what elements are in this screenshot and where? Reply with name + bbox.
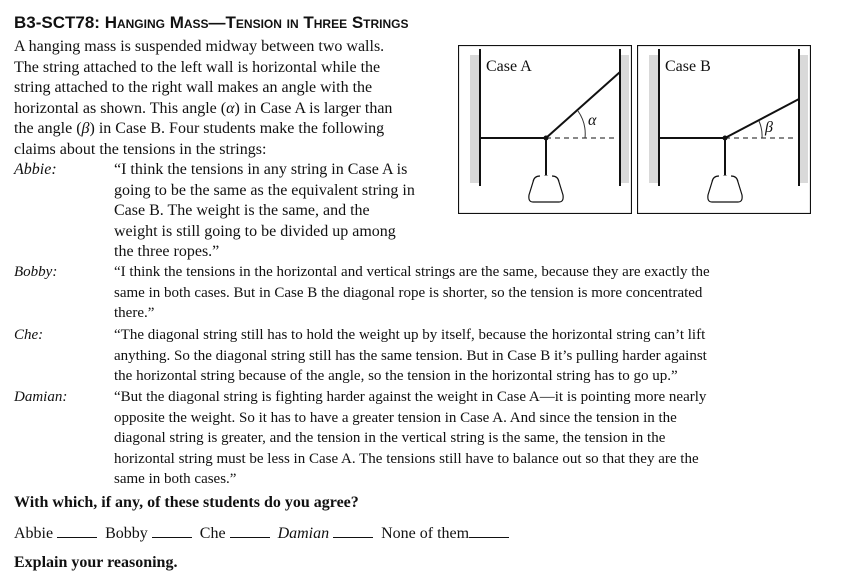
alpha-label: α [588,112,597,129]
right-wall [799,55,808,183]
intro-text: ) in Case B. Four students make the following [89,120,385,137]
case-b-diagram [637,45,811,214]
beta-symbol: β [81,120,90,137]
case-a-diagram [458,45,632,214]
student-name: Damian: [14,389,68,405]
left-wall [470,55,479,183]
answer-blank[interactable] [333,523,373,538]
claim-line: anything. So the diagonal string still has the same tension. But in Case B it’s pulling harder against [114,347,707,364]
option-damian[interactable]: Damian [277,525,330,542]
intro-line [14,119,444,140]
claim-line: same in both cases.” [114,471,237,487]
left-wall [649,55,658,183]
hanging-mass-icon [708,176,742,202]
answer-blank[interactable] [152,523,192,538]
claim-text [114,387,854,490]
intro-line: A hanging mass is suspended midway between two walls. [14,38,385,55]
claim-line: Case B. The weight is the same, and the [114,202,370,219]
right-wall [620,55,629,183]
case-b-label: Case B [665,58,711,75]
intro-line: string attached to the right wall makes an angle with the [14,79,373,96]
option-abbie[interactable]: Abbie [14,525,54,542]
claim-line: “I think the tensions in the horizontal and vertical strings are the same, because they are exactly the [114,264,710,280]
claim-text [114,325,854,387]
intro-paragraph [14,37,444,160]
intro-text: the angle ( [14,120,82,137]
intro-text: horizontal as shown. This angle ( [14,99,227,117]
hanging-mass-icon [529,176,563,202]
intro-line [14,99,444,120]
claim-line: diagonal string is greater, and the tension in the vertical string is the same, the tension in the [114,430,666,446]
option-bobby[interactable]: Bobby [105,525,148,542]
claim-line: same in both cases. But in Case B the diagonal rope is shorter, so the tension is more concentrated [114,284,703,301]
claim-line: the horizontal string because of the angle, so the tension in the horizontal string has to go up.” [114,368,678,384]
option-none[interactable]: None of them [381,525,470,542]
student-name: Bobby: [14,264,58,280]
intro-line: claims about the tensions in the strings: [14,140,267,158]
answer-options [14,523,513,543]
question-prompt: With which, if any, of these students do you agree? [14,494,359,511]
page-title [14,13,409,33]
explain-prompt: Explain your reasoning. [14,554,178,571]
beta-label: β [765,119,773,136]
problem-code: B3-SCT78: [14,13,100,32]
intro-line: The string attached to the left wall is horizontal while the [14,58,381,76]
student-name: Che: [14,327,44,343]
claim-line: opposite the weight. So it has to have a greater tension in Case A. And since the tension in the [114,409,677,426]
claim-line: “But the diagonal string is fighting harder against the weight in Case A—it is pointing more nearly [114,389,707,405]
option-che[interactable]: Che [199,525,226,542]
case-a-label: Case A [486,58,532,75]
claim-line: weight is still going to be divided up among [114,222,396,240]
intro-text: ) in Case A is larger than [234,99,393,117]
claim-text [114,262,854,324]
answer-blank[interactable] [57,523,97,538]
answer-blank[interactable] [230,523,270,538]
claim-text [114,160,444,263]
claim-line: “The diagonal string still has to hold the weight up by itself, because the horizontal string can’t lift [114,327,706,343]
claim-line: “I think the tensions in any string in Case A is [114,161,408,178]
alpha-symbol: α [226,99,235,117]
claim-line: there.” [114,305,155,321]
answer-blank[interactable] [469,523,509,538]
claim-line: the three ropes.” [114,243,220,260]
problem-title: Hanging Mass—Tension in Three Strings [104,13,409,32]
claim-line: going to be the same as the equivalent string in [114,181,415,199]
claim-line: horizontal string must be less in Case A. The tensions still have to balance out so that they are the [114,450,699,467]
student-name: Abbie: [14,161,57,178]
